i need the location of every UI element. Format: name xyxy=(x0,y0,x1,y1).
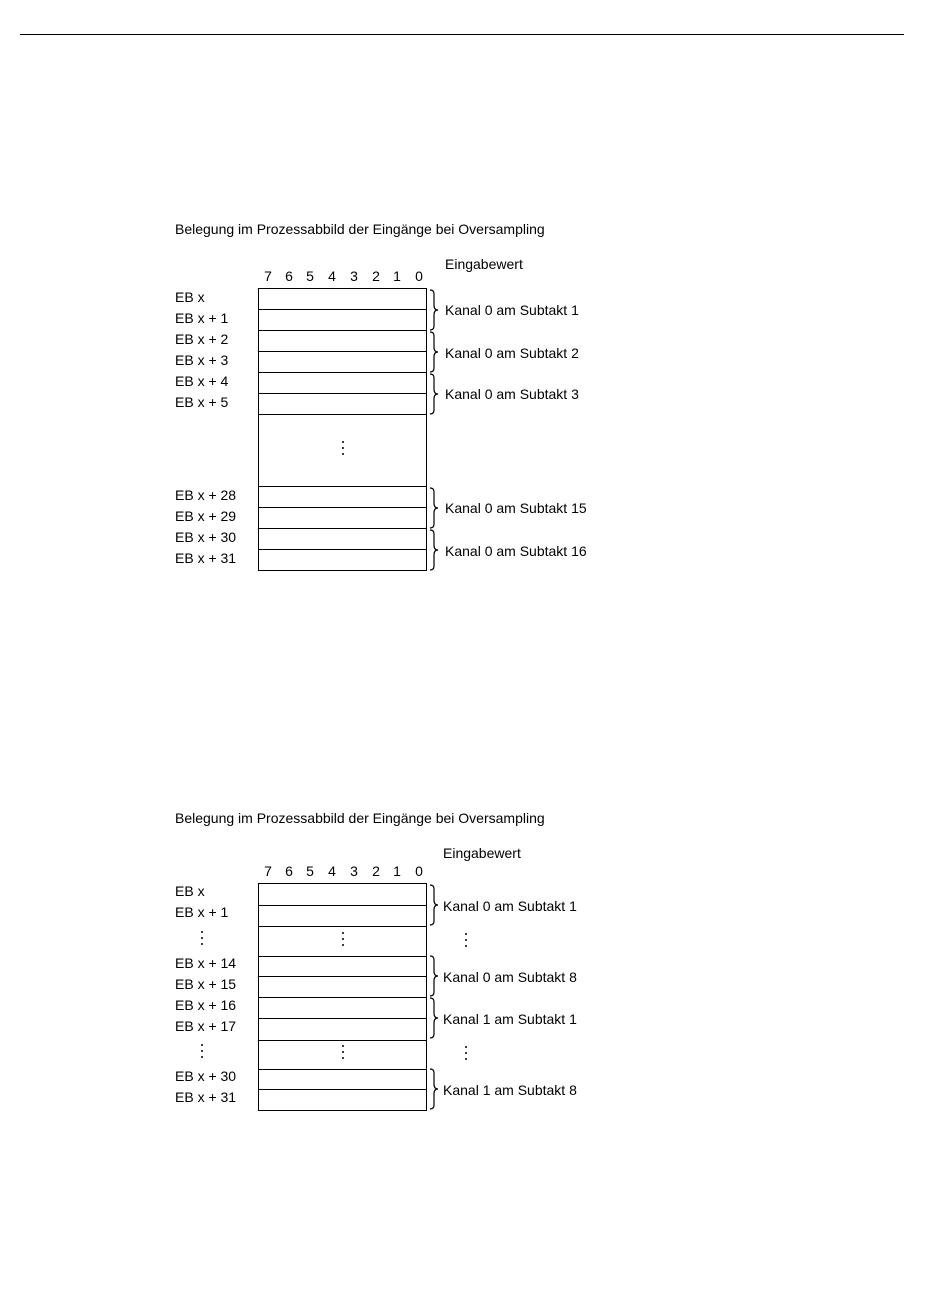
byte-label: EB x + 29 xyxy=(175,508,237,524)
byte-label: EB x + 31 xyxy=(175,1089,237,1105)
group-brace xyxy=(428,997,442,1039)
byte-divider xyxy=(259,976,426,977)
group-label: Kanal 0 am Subtakt 2 xyxy=(445,345,579,361)
byte-label: EB x + 16 xyxy=(175,997,237,1013)
byte-divider xyxy=(259,1040,426,1041)
group-label: Kanal 1 am Subtakt 1 xyxy=(443,1011,577,1027)
bit-label: 0 xyxy=(415,268,423,284)
group-label: Kanal 0 am Subtakt 16 xyxy=(445,543,587,559)
byte-label: EB x + 17 xyxy=(175,1018,237,1034)
byte-label: EB x + 5 xyxy=(175,394,229,410)
byte-label: EB x + 1 xyxy=(175,310,229,326)
group-label: Kanal 0 am Subtakt 8 xyxy=(443,969,577,985)
group-brace xyxy=(428,1068,442,1110)
ellipsis-dots xyxy=(199,1044,205,1062)
column-heading: Eingabewert xyxy=(443,845,521,861)
bit-label: 2 xyxy=(372,268,380,284)
byte-label: EB x + 1 xyxy=(175,904,229,920)
bit-label: 5 xyxy=(306,863,314,879)
byte-label: EB x + 2 xyxy=(175,331,229,347)
byte-label: EB x + 15 xyxy=(175,976,237,992)
byte-divider xyxy=(259,1069,426,1070)
group-brace xyxy=(428,884,442,926)
bit-label: 6 xyxy=(285,863,293,879)
group-label: Kanal 0 am Subtakt 15 xyxy=(445,500,587,516)
byte-divider xyxy=(259,905,426,906)
group-label: Kanal 0 am Subtakt 3 xyxy=(445,386,579,402)
byte-divider xyxy=(259,1018,426,1019)
bit-label: 3 xyxy=(350,863,358,879)
byte-label: EB x + 3 xyxy=(175,352,229,368)
byte-label: EB x + 28 xyxy=(175,487,237,503)
ellipsis-dots xyxy=(463,933,469,951)
bit-label: 3 xyxy=(350,268,358,284)
byte-label: EB x + 31 xyxy=(175,550,237,566)
input-byte-register xyxy=(258,883,427,1111)
byte-divider xyxy=(259,926,426,927)
byte-label: EB x xyxy=(175,289,205,305)
bit-label: 6 xyxy=(285,268,293,284)
ellipsis-dots xyxy=(340,1045,346,1063)
bit-label: 2 xyxy=(372,863,380,879)
group-label: Kanal 0 am Subtakt 1 xyxy=(443,898,577,914)
byte-label: EB x + 14 xyxy=(175,955,237,971)
bit-label: 7 xyxy=(264,863,272,879)
bit-label: 0 xyxy=(415,863,423,879)
byte-divider xyxy=(259,1089,426,1090)
group-label: Kanal 1 am Subtakt 8 xyxy=(443,1082,577,1098)
bit-label: 1 xyxy=(393,268,401,284)
byte-label: EB x + 30 xyxy=(175,1068,237,1084)
group-brace xyxy=(428,955,442,997)
group-label: Kanal 0 am Subtakt 1 xyxy=(445,302,579,318)
bit-label: 5 xyxy=(306,268,314,284)
diagram-title: Belegung im Prozessabbild der Eingänge bei Oversampling xyxy=(175,810,545,826)
ellipsis-dots xyxy=(463,1046,469,1064)
byte-divider xyxy=(259,956,426,957)
byte-label: EB x + 4 xyxy=(175,373,229,389)
column-heading: Eingabewert xyxy=(445,256,523,272)
bit-label: 4 xyxy=(328,863,336,879)
byte-divider xyxy=(259,997,426,998)
bit-label: 1 xyxy=(393,863,401,879)
ellipsis-dots xyxy=(340,932,346,950)
byte-label: EB x xyxy=(175,883,205,899)
bit-label: 7 xyxy=(264,268,272,284)
bit-number-row xyxy=(258,863,428,879)
diagram-title: Belegung im Prozessabbild der Eingänge bei Oversampling xyxy=(175,221,545,237)
bit-label: 4 xyxy=(328,268,336,284)
byte-label: EB x + 30 xyxy=(175,529,237,545)
ellipsis-dots xyxy=(199,931,205,949)
